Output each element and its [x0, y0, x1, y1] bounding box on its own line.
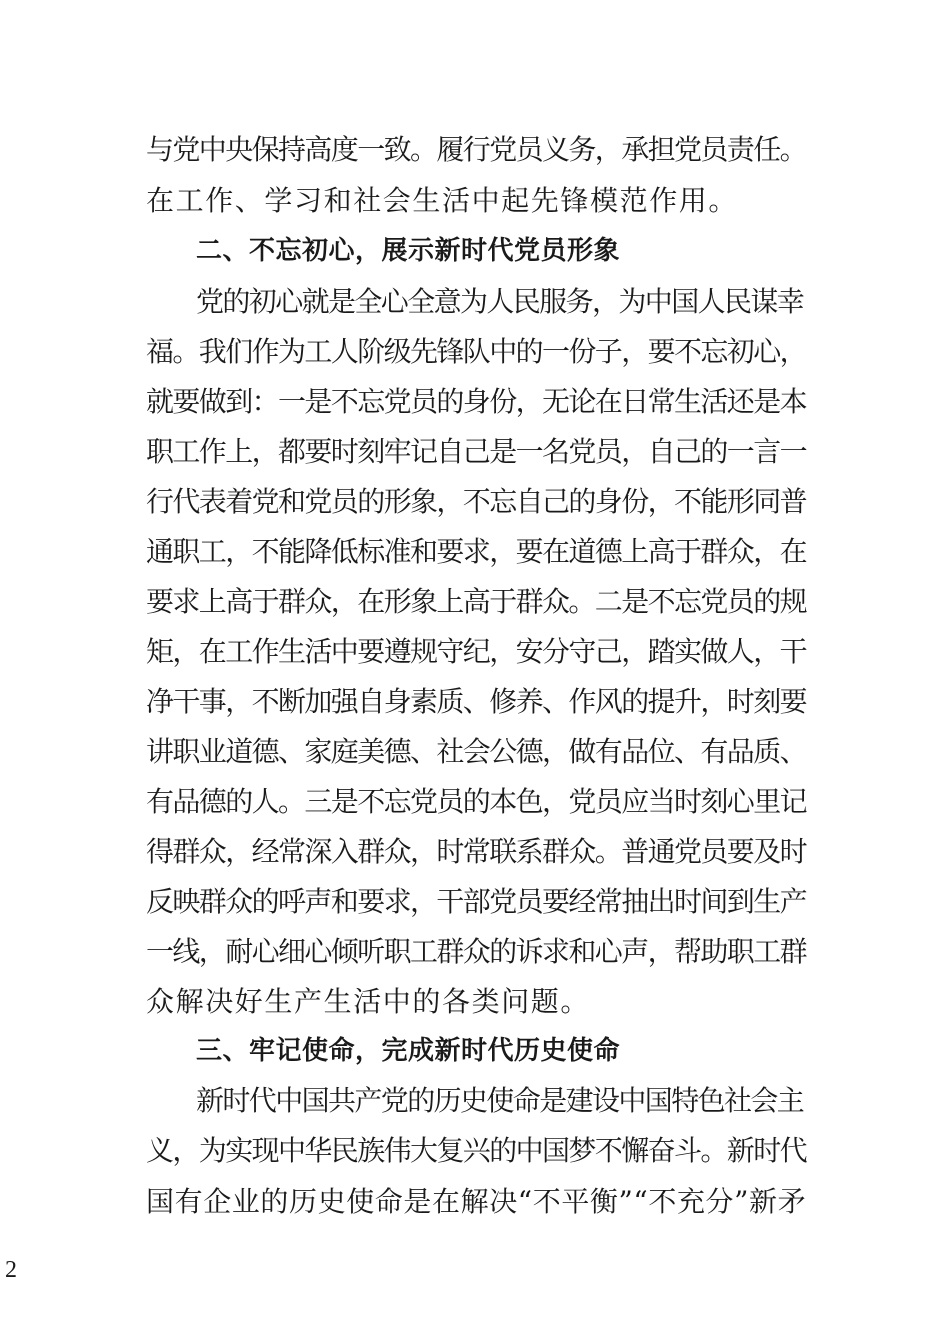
section-heading-3: 三、牢记使命，完成新时代历史使命: [196, 1036, 621, 1066]
paragraph-line: 众解决好生产生活中的各类问题。: [146, 985, 591, 1018]
paragraph-line: 在工作、学习和社会生活中起先锋模范作用。: [146, 184, 739, 217]
paragraph-line: 新时代中国共产党的历史使命是建设中国特色社会主: [196, 1084, 804, 1117]
section-heading-2: 二、不忘初心，展示新时代党员形象: [196, 236, 621, 266]
paragraph-line: 义，为实现中华民族伟大复兴的中国梦不懈奋斗。新时代: [146, 1134, 807, 1167]
paragraph-line: 有品德的人。三是不忘党员的本色，党员应当时刻心里记: [146, 785, 807, 818]
paragraph-line: 行代表着党和党员的形象，不忘自己的身份，不能形同普: [146, 485, 807, 518]
paragraph-line: 得群众，经常深入群众，时常联系群众。普通党员要及时: [146, 835, 807, 868]
paragraph-line: 通职工，不能降低标准和要求，要在道德上高于群众，在: [146, 535, 807, 568]
paragraph-line: 福。我们作为工人阶级先锋队中的一份子，要不忘初心，: [146, 335, 807, 368]
paragraph-line: 职工作上，都要时刻牢记自己是一名党员，自己的一言一: [146, 435, 807, 468]
paragraph-line: 国有企业的历史使命是在解决“不平衡”“不充分”新矛: [146, 1185, 807, 1218]
paragraph-line: 党的初心就是全心全意为人民服务，为中国人民谋幸: [196, 285, 804, 318]
paragraph-line: 讲职业道德、家庭美德、社会公德，做有品位、有品质、: [146, 735, 807, 768]
paragraph-line: 反映群众的呼声和要求，干部党员要经常抽出时间到生产: [146, 885, 807, 918]
paragraph-line: 要求上高于群众，在形象上高于群众。二是不忘党员的规: [146, 585, 807, 618]
paragraph-line: 一线，耐心细心倾听职工群众的诉求和心声，帮助职工群: [146, 935, 807, 968]
paragraph-line: 与党中央保持高度一致。履行党员义务，承担党员责任。: [146, 133, 807, 166]
paragraph-line: 矩，在工作生活中要遵规守纪，安分守己，踏实做人，干: [146, 635, 807, 668]
paragraph-line: 就要做到：一是不忘党员的身份，无论在日常生活还是本: [146, 385, 807, 418]
page-number: 2: [5, 1257, 17, 1283]
paragraph-line: 净干事，不断加强自身素质、修养、作风的提升，时刻要: [146, 685, 807, 718]
